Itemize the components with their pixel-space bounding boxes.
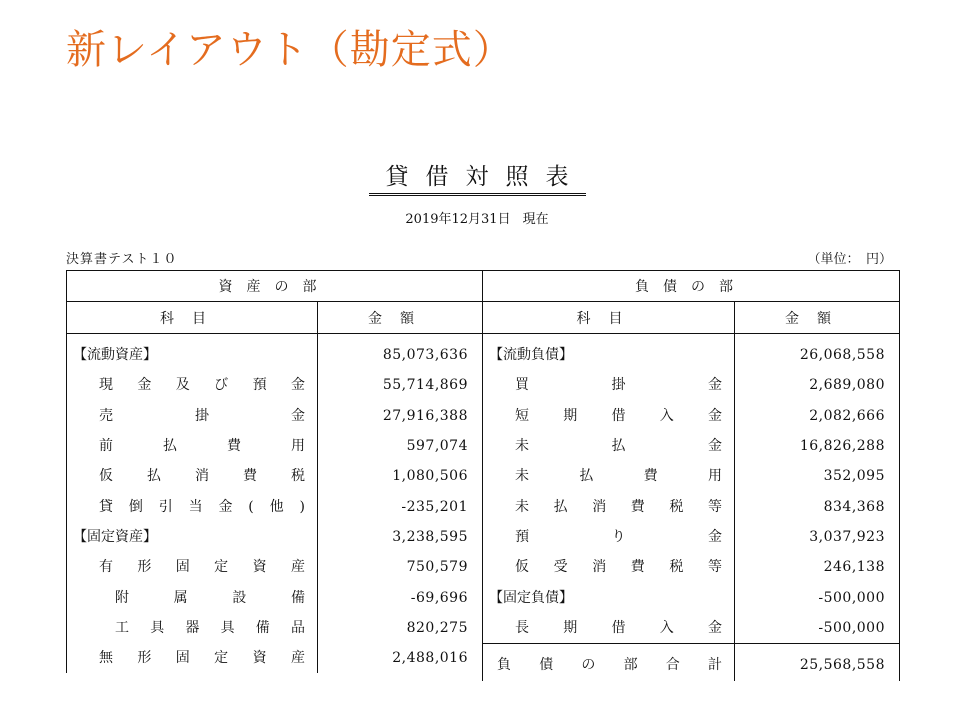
label-char: 払 <box>611 438 626 455</box>
label-char: 用 <box>707 468 722 485</box>
liabilities-row <box>483 613 900 644</box>
label-char: 産 <box>290 650 305 667</box>
assets-rows <box>67 334 483 674</box>
assets-row-amount: 85,073,636 <box>318 334 483 371</box>
liabilities-row-label <box>483 461 735 491</box>
label-char: 他 <box>269 498 284 515</box>
label-char: 金 <box>708 407 722 424</box>
label-char: 税 <box>669 559 684 576</box>
label-char: 工 <box>115 619 129 636</box>
label-char: 無 <box>99 650 113 667</box>
liabilities-row <box>483 582 900 612</box>
assets-row-label <box>67 582 318 612</box>
company-name: 決算書テスト１０ <box>66 252 178 267</box>
liabilities-row-amount: 26,068,558 <box>735 334 900 371</box>
document-title <box>0 158 954 196</box>
label-char: 長 <box>515 619 529 636</box>
label-char: 固 <box>175 559 190 576</box>
label-char: 金 <box>137 377 152 394</box>
assets-row-label <box>67 613 318 643</box>
liabilities-row-amount: 2,689,080 <box>735 370 900 400</box>
label-char: 資 <box>252 650 267 667</box>
liabilities-row-label <box>483 431 735 461</box>
assets-row-amount: 750,579 <box>318 552 483 582</box>
liabilities-row-amount: -500,000 <box>735 582 900 612</box>
liabilities-col-subject: 科目 <box>483 302 735 334</box>
document-date: 2019年12月31日 <box>405 212 511 227</box>
label-char: 具 <box>220 619 235 636</box>
liabilities-row-label: 【流動負債】 <box>483 334 735 371</box>
liabilities-row-amount: 3,037,923 <box>735 522 900 552</box>
label-char: 設 <box>232 589 247 606</box>
label-char: 倒 <box>128 498 143 515</box>
assets-table <box>66 270 483 673</box>
label-char: 短 <box>515 407 529 424</box>
label-char: 費 <box>630 498 645 515</box>
label-char: の <box>581 657 596 674</box>
label-char: 預 <box>252 377 267 394</box>
label-char: 品 <box>290 619 305 636</box>
label-char: 具 <box>150 619 165 636</box>
assets-row <box>67 491 483 521</box>
label-char: 金 <box>708 528 722 545</box>
assets-row-amount: -69,696 <box>318 582 483 612</box>
label-char: 附 <box>115 589 129 606</box>
label-char: 器 <box>185 619 200 636</box>
liabilities-total-amount: 25,568,558 <box>735 643 900 681</box>
assets-row-amount: 1,080,506 <box>318 461 483 491</box>
liabilities-row <box>483 401 900 431</box>
label-char: 備 <box>290 589 305 606</box>
liabilities-row-amount: 352,095 <box>735 461 900 491</box>
assets-row-label: 【流動資産】 <box>67 334 318 371</box>
label-char: 形 <box>137 650 152 667</box>
label-char: 等 <box>707 498 722 515</box>
assets-row-amount: 55,714,869 <box>318 370 483 400</box>
label-char: 定 <box>214 559 229 576</box>
label-char: 形 <box>137 559 152 576</box>
label-char: 計 <box>707 657 722 674</box>
label-char: 金 <box>708 438 722 455</box>
liabilities-row-label <box>483 522 735 552</box>
liabilities-row <box>483 431 900 461</box>
document-date-suffix: 現在 <box>522 212 549 227</box>
label-char: 期 <box>563 407 578 424</box>
liabilities-row-amount: 2,082,666 <box>735 401 900 431</box>
assets-row-label <box>67 431 318 461</box>
label-char: 現 <box>99 377 113 394</box>
label-char: 金 <box>218 498 233 515</box>
assets-row-label <box>67 643 318 673</box>
liabilities-row-label <box>483 491 735 521</box>
label-char: 預 <box>515 528 529 545</box>
label-char: 期 <box>563 619 578 636</box>
assets-row <box>67 401 483 431</box>
label-char: ) <box>299 498 305 515</box>
liabilities-row-amount: 16,826,288 <box>735 431 900 461</box>
assets-row-label <box>67 461 318 491</box>
liabilities-total-label <box>483 643 735 681</box>
label-char: 前 <box>99 438 113 455</box>
label-char: 借 <box>611 619 626 636</box>
liabilities-row-label: 【固定負債】 <box>483 582 735 612</box>
assets-row-amount: 3,238,595 <box>318 522 483 552</box>
label-char: 払 <box>147 468 161 485</box>
assets-row <box>67 334 483 371</box>
liabilities-row <box>483 461 900 491</box>
label-char: 受 <box>553 559 568 576</box>
label-char: 貸 <box>99 498 113 515</box>
label-char: 買 <box>515 377 529 394</box>
label-char: 仮 <box>99 468 113 485</box>
assets-row-label <box>67 370 318 400</box>
label-char: 属 <box>173 589 188 606</box>
assets-row-amount: 597,074 <box>318 431 483 461</box>
assets-row-label: 【固定資産】 <box>67 522 318 552</box>
label-char: 資 <box>252 559 267 576</box>
liabilities-row-label <box>483 613 735 644</box>
unit-label: （単位： 円） <box>807 252 892 267</box>
assets-col-amount: 金額 <box>318 302 483 334</box>
assets-row <box>67 582 483 612</box>
label-char: 備 <box>255 619 270 636</box>
label-char: 掛 <box>611 377 626 394</box>
label-char: ( <box>248 498 254 515</box>
liabilities-col-amount: 金額 <box>735 302 900 334</box>
label-char: 仮 <box>515 559 529 576</box>
label-char: 当 <box>188 498 203 515</box>
label-char: 消 <box>195 468 209 485</box>
assets-row <box>67 643 483 673</box>
assets-row-amount: -235,201 <box>318 491 483 521</box>
label-char: 税 <box>291 468 305 485</box>
label-char: 合 <box>665 657 680 674</box>
label-char: 消 <box>592 559 607 576</box>
liabilities-row-amount: -500,000 <box>735 613 900 644</box>
liabilities-row <box>483 552 900 582</box>
assets-row-amount: 2,488,016 <box>318 643 483 673</box>
document-title-text: 貸借対照表 <box>369 158 586 196</box>
label-char: 税 <box>669 498 684 515</box>
label-char: 入 <box>659 619 674 636</box>
liabilities-row-label <box>483 370 735 400</box>
label-char: 費 <box>227 438 241 455</box>
liabilities-table <box>482 270 900 681</box>
assets-row <box>67 613 483 643</box>
label-char: 金 <box>708 377 722 394</box>
label-char: び <box>214 377 229 394</box>
label-char: 未 <box>515 468 529 485</box>
label-char: 払 <box>579 468 594 485</box>
liabilities-row <box>483 491 900 521</box>
label-char: 及 <box>175 377 190 394</box>
label-char: 債 <box>539 657 554 674</box>
label-char: 費 <box>243 468 257 485</box>
assets-row <box>67 370 483 400</box>
label-char: 掛 <box>195 407 209 424</box>
label-char: 有 <box>99 559 113 576</box>
label-char: 負 <box>497 657 511 674</box>
liabilities-total-row <box>483 643 900 681</box>
label-char: 金 <box>708 619 722 636</box>
label-char: 費 <box>643 468 658 485</box>
slide-title: 新レイアウト（勘定式） <box>66 27 514 73</box>
label-char: 消 <box>592 498 607 515</box>
label-char: り <box>611 528 626 545</box>
document-date-line <box>0 208 954 227</box>
liabilities-row <box>483 522 900 552</box>
liabilities-row <box>483 370 900 400</box>
label-char: 等 <box>707 559 722 576</box>
assets-row-label <box>67 491 318 521</box>
label-char: 払 <box>163 438 177 455</box>
assets-row <box>67 522 483 552</box>
liabilities-row-amount: 834,368 <box>735 491 900 521</box>
assets-row-label <box>67 552 318 582</box>
label-char: 金 <box>291 407 305 424</box>
assets-row-amount: 27,916,388 <box>318 401 483 431</box>
assets-col-subject: 科目 <box>67 302 318 334</box>
label-char: 払 <box>553 498 568 515</box>
liabilities-row-amount: 246,138 <box>735 552 900 582</box>
assets-row-label <box>67 401 318 431</box>
label-char: 固 <box>175 650 190 667</box>
label-char: 産 <box>290 559 305 576</box>
label-char: 引 <box>158 498 173 515</box>
liabilities-row-label <box>483 401 735 431</box>
label-char: 費 <box>630 559 645 576</box>
label-char: 借 <box>611 407 626 424</box>
assets-row <box>67 461 483 491</box>
label-char: 部 <box>623 657 638 674</box>
assets-section-header: 資産の部 <box>67 271 483 302</box>
label-char: 未 <box>515 498 529 515</box>
liabilities-section-header: 負債の部 <box>483 271 900 302</box>
label-char: 定 <box>214 650 229 667</box>
label-char: 売 <box>99 407 113 424</box>
label-char: 入 <box>659 407 674 424</box>
label-char: 金 <box>290 377 305 394</box>
label-char: 未 <box>515 438 529 455</box>
liabilities-rows <box>483 334 900 644</box>
assets-row <box>67 431 483 461</box>
assets-row <box>67 552 483 582</box>
liabilities-row <box>483 334 900 371</box>
label-char: 用 <box>291 438 305 455</box>
liabilities-row-label <box>483 552 735 582</box>
assets-row-amount: 820,275 <box>318 613 483 643</box>
